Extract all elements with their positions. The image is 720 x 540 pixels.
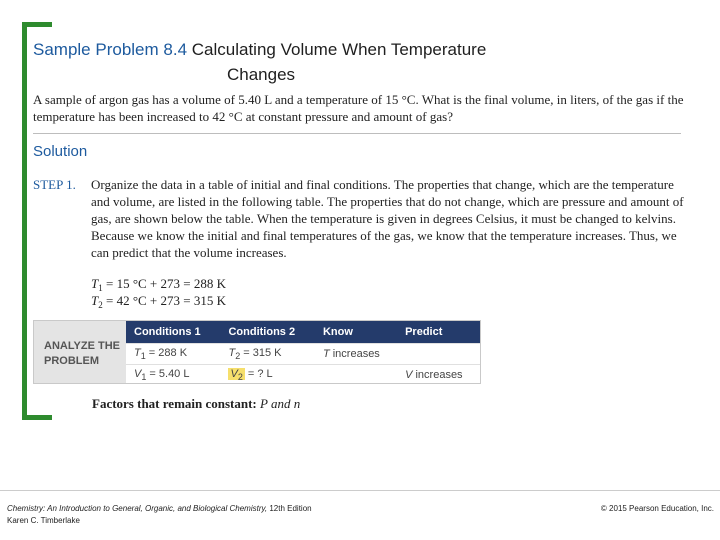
analyze-label-line2: PROBLEM xyxy=(44,355,99,367)
constant-p: P xyxy=(260,396,268,411)
header-know: Know xyxy=(315,321,397,344)
v2-highlight xyxy=(228,368,244,380)
header-conditions-2: Conditions 2 xyxy=(220,321,314,344)
step-text: Organize the data in a table of initial and final conditions. The properties that change, which are the temperature and volume, are listed in the following table. The properties that do not change, which are pressure and amount of gas, are shown below the table. When the temperature is given in degrees Celsius, it must be changed to kelvins. Because we know the initial and final temperatures of the gas, we know that the temperature increases. Thus, we can predict that the volume increases. xyxy=(91,177,684,260)
cell-v2-var: V xyxy=(230,368,238,380)
title-label: Sample Problem 8.4 xyxy=(33,40,188,59)
cell-t1-val: = 288 K xyxy=(145,347,188,359)
cell-t2-var: T xyxy=(228,347,236,359)
cell-v1 xyxy=(126,365,220,386)
cell-predict xyxy=(397,365,480,386)
cell-predict-val: increases xyxy=(412,369,463,381)
header-conditions-1: Conditions 1 xyxy=(126,321,220,344)
problem-statement: A sample of argon gas has a volume of 5.40 L and a temperature of 15 °C. What is the final volume, in liters, of the gas if the temperature has been increased to 42 °C at constant pressure and amount of gas? xyxy=(33,92,684,124)
cell-v1-val: = 5.40 L xyxy=(146,368,190,380)
eq1-expr: = 15 °C + 273 = 288 K xyxy=(102,276,226,291)
cell-t1 xyxy=(126,344,220,365)
cell-v1-var: V xyxy=(134,368,142,380)
constant-factors xyxy=(92,396,300,412)
constant-and: and xyxy=(267,396,294,411)
footer-divider xyxy=(0,490,720,491)
table-row xyxy=(126,365,480,386)
cell-know xyxy=(315,344,397,365)
cell-know-val: increases xyxy=(329,348,380,360)
cell-t2 xyxy=(220,344,314,365)
footer-copyright: © 2015 Pearson Education, Inc. xyxy=(600,504,714,513)
step-label: STEP 1. xyxy=(33,177,76,192)
title-line1: Calculating Volume When Temperature xyxy=(191,40,487,59)
cell-t1-var: T xyxy=(134,347,141,359)
cell-t2-val: = 315 K xyxy=(240,347,282,359)
eq1-sub: 1 xyxy=(98,283,103,293)
cell-know-empty xyxy=(315,365,397,386)
footer-author: Karen C. Timberlake xyxy=(7,516,80,525)
divider xyxy=(33,133,681,134)
constant-label: Factors that remain constant: xyxy=(92,396,257,411)
cell-v2-val: = ? L xyxy=(244,368,273,380)
cell-v1-sub: 1 xyxy=(141,372,147,382)
eq1-var: T xyxy=(91,276,99,291)
analyze-header-row xyxy=(126,321,480,344)
title-line2: Changes xyxy=(227,65,296,84)
footer-book: Chemistry: An Introduction to General, Organic, and Biological Chemistry, xyxy=(7,504,268,513)
equation-t2 xyxy=(91,293,226,313)
analyze-label xyxy=(34,321,126,383)
eq2-var: T xyxy=(91,293,99,308)
cell-v2 xyxy=(220,365,314,386)
cell-t1-sub: 1 xyxy=(140,351,146,361)
cell-t2-sub: 2 xyxy=(235,351,241,361)
table-row xyxy=(126,344,480,365)
cell-know-var: T xyxy=(322,348,330,360)
solution-heading: Solution xyxy=(33,143,88,160)
cell-v2-sub: 2 xyxy=(237,372,243,382)
cell-predict-var: V xyxy=(405,369,413,381)
header-predict: Predict xyxy=(397,321,480,344)
constant-n: n xyxy=(293,396,301,411)
analyze-label-line1: ANALYZE THE xyxy=(44,340,120,352)
eq2-expr: = 42 °C + 273 = 315 K xyxy=(102,293,226,308)
analyze-problem-panel xyxy=(33,320,481,384)
page-title xyxy=(33,37,673,87)
footer-edition: 12th Edition xyxy=(267,504,312,513)
eq2-sub: 2 xyxy=(98,300,103,310)
footer-citation xyxy=(7,503,312,527)
analyze-table xyxy=(126,321,480,385)
cell-predict-empty xyxy=(397,344,480,365)
